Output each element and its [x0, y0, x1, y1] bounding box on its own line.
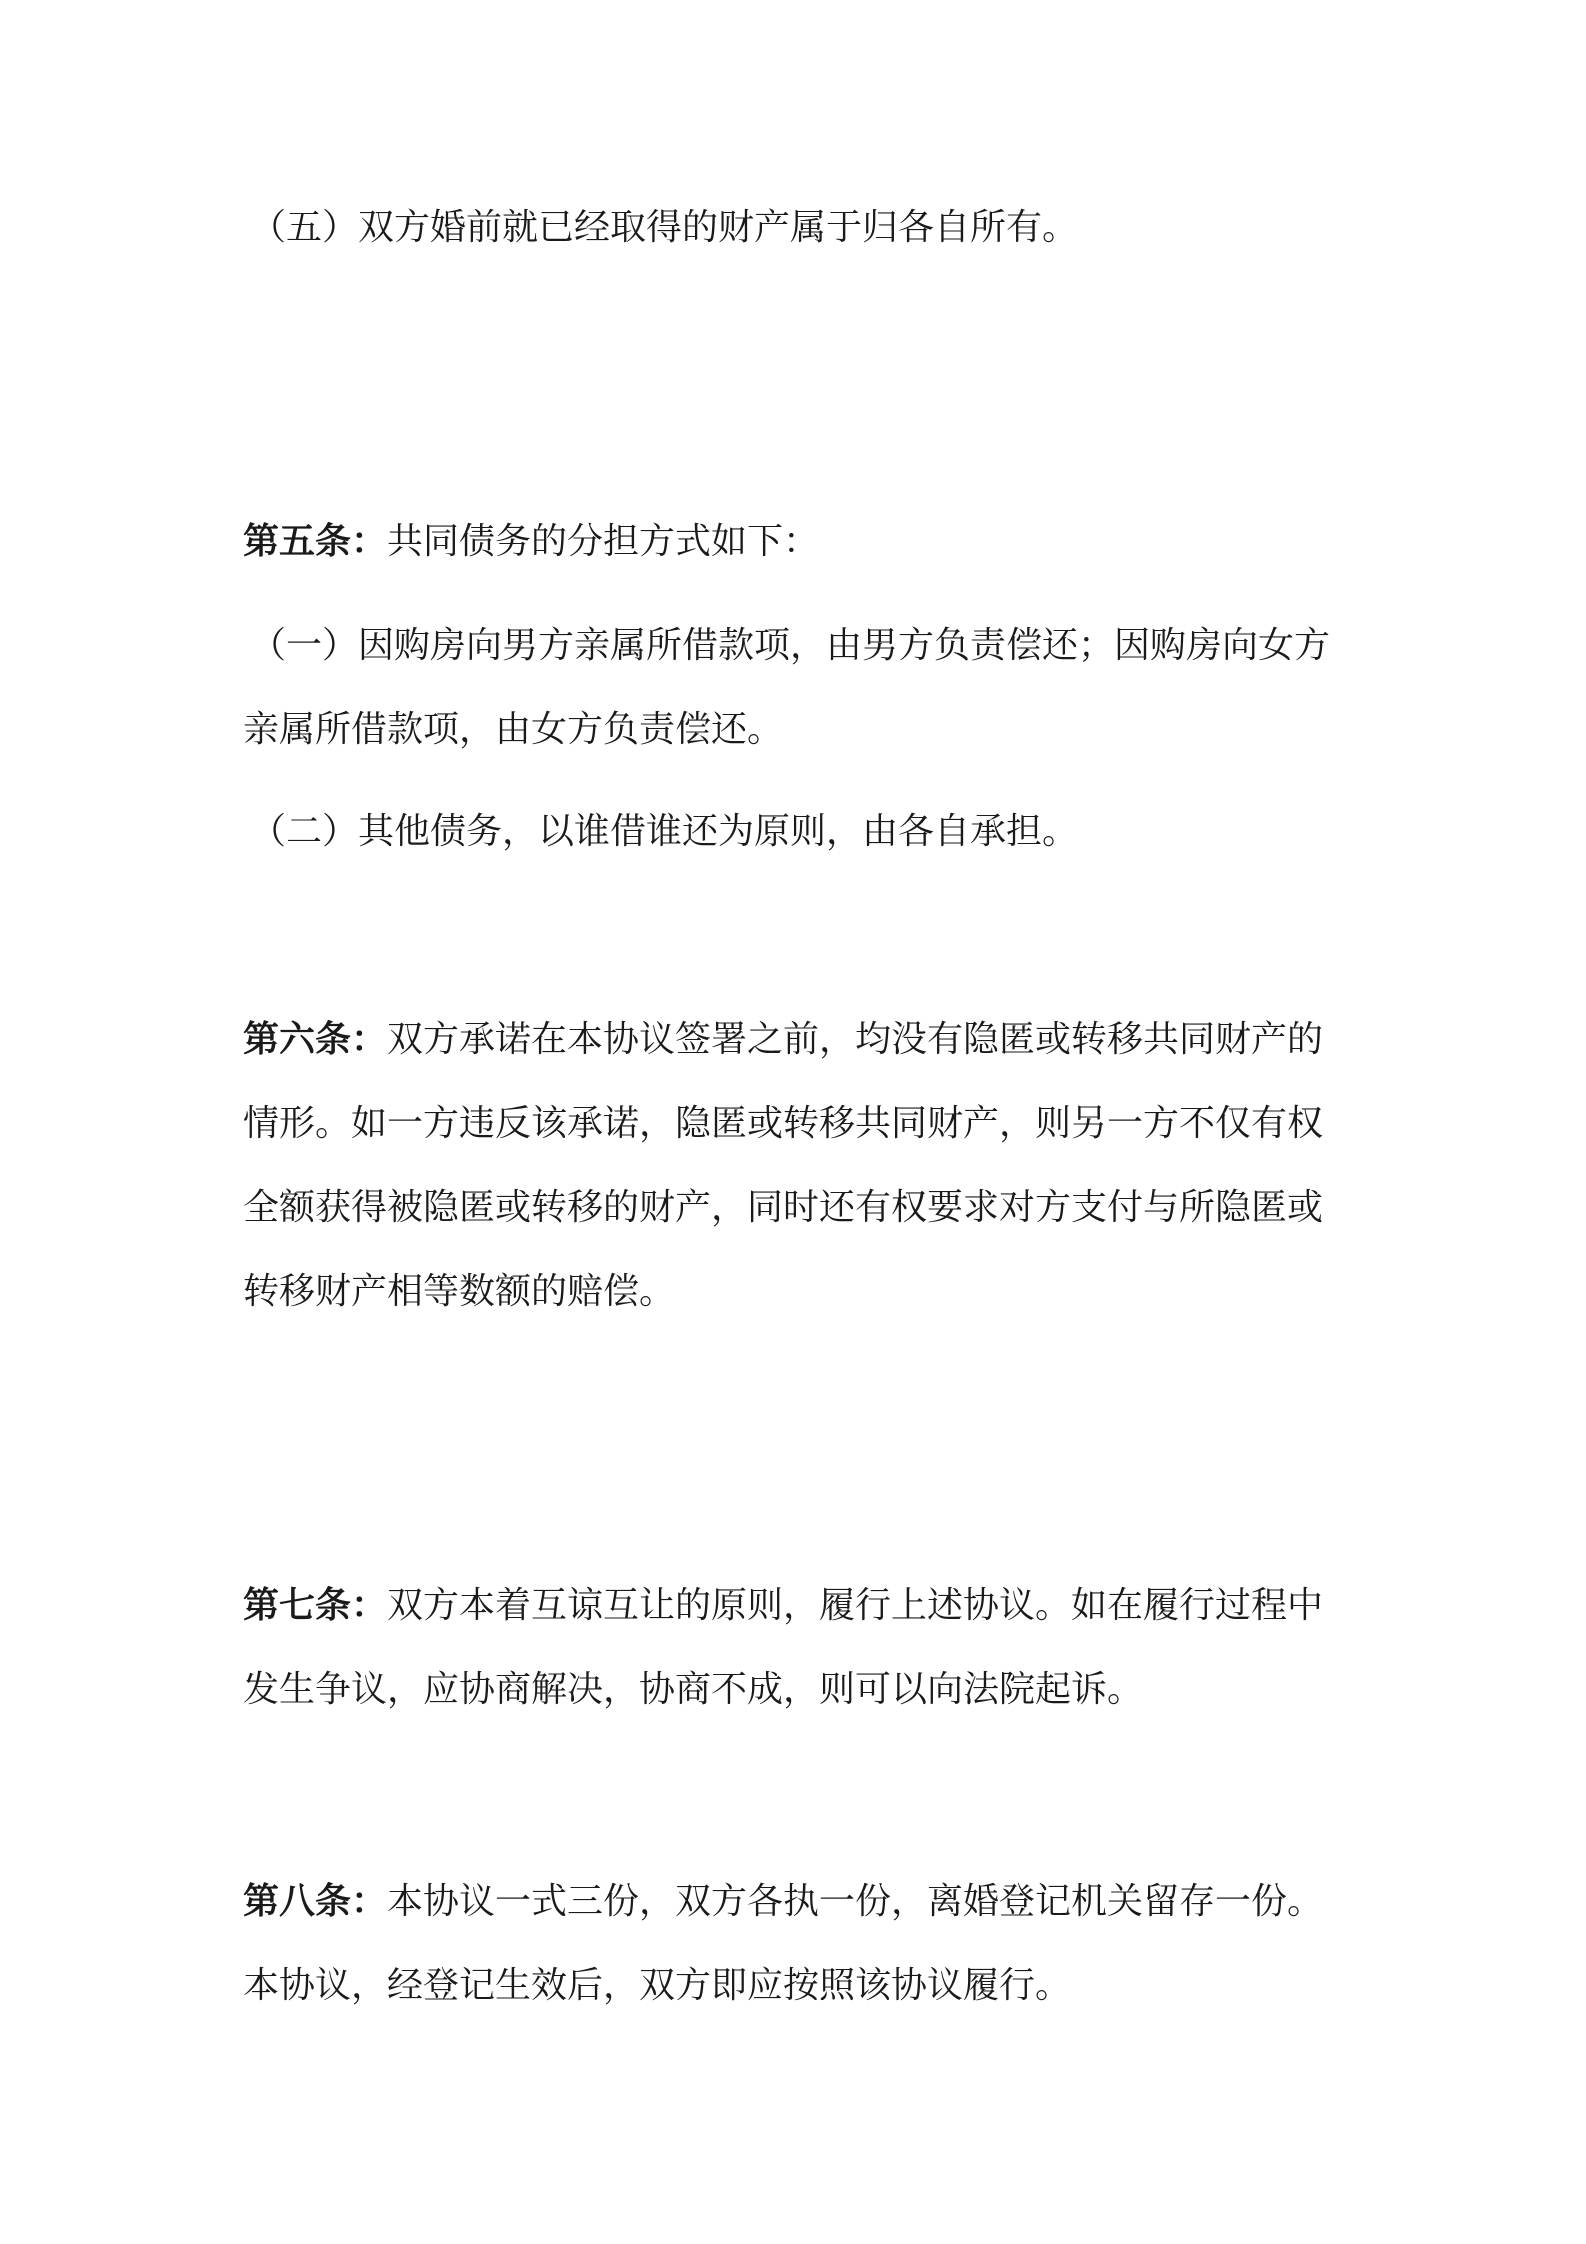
article-8-line-1 — [243, 1880, 1363, 1924]
article-8-heading: 第八条： — [243, 1881, 388, 1922]
article-5-text: 共同债务的分担方式如下： — [387, 521, 820, 562]
item-5-line: （五）双方婚前就已经取得的财产属于归各自所有。 — [250, 207, 1079, 248]
article-6-line-2: 情形。如一方违反该承诺，隐匿或转移共同财产，则另一方不仅有权 — [243, 1103, 1324, 1144]
article-6-line-3: 全额获得被隐匿或转移的财产，同时还有权要求对方支付与所隐匿或 — [243, 1187, 1324, 1228]
article-7-text-1: 双方本着互谅互让的原则，履行上述协议。如在履行过程中 — [387, 1585, 1324, 1626]
article-6-line-4: 转移财产相等数额的赔偿。 — [243, 1271, 676, 1312]
article-6-heading: 第六条： — [243, 1019, 388, 1060]
article-5-item-2-line: （二）其他债务，以谁借谁还为原则，由各自承担。 — [250, 811, 1079, 852]
article-8-line-2: 本协议，经登记生效后，双方即应按照该协议履行。 — [243, 1965, 1072, 2006]
article-6-text-1: 双方承诺在本协议签署之前，均没有隐匿或转移共同财产的 — [387, 1019, 1324, 1060]
article-7-line-1 — [243, 1584, 1363, 1628]
article-5-heading: 第五条： — [243, 521, 388, 562]
article-5-item-1-line-2: 亲属所借款项，由女方负责偿还。 — [243, 709, 784, 750]
article-7-line-2: 发生争议，应协商解决，协商不成，则可以向法院起诉。 — [243, 1669, 1144, 1710]
article-5-item-1-line-1: （一）因购房向男方亲属所借款项，由男方负责偿还；因购房向女方 — [250, 625, 1331, 666]
article-5-line — [243, 520, 1363, 564]
article-7-heading: 第七条： — [243, 1585, 388, 1626]
article-8-text-1: 本协议一式三份，双方各执一份，离婚登记机关留存一份。 — [387, 1881, 1324, 1922]
article-6-line-1 — [243, 1018, 1363, 1062]
